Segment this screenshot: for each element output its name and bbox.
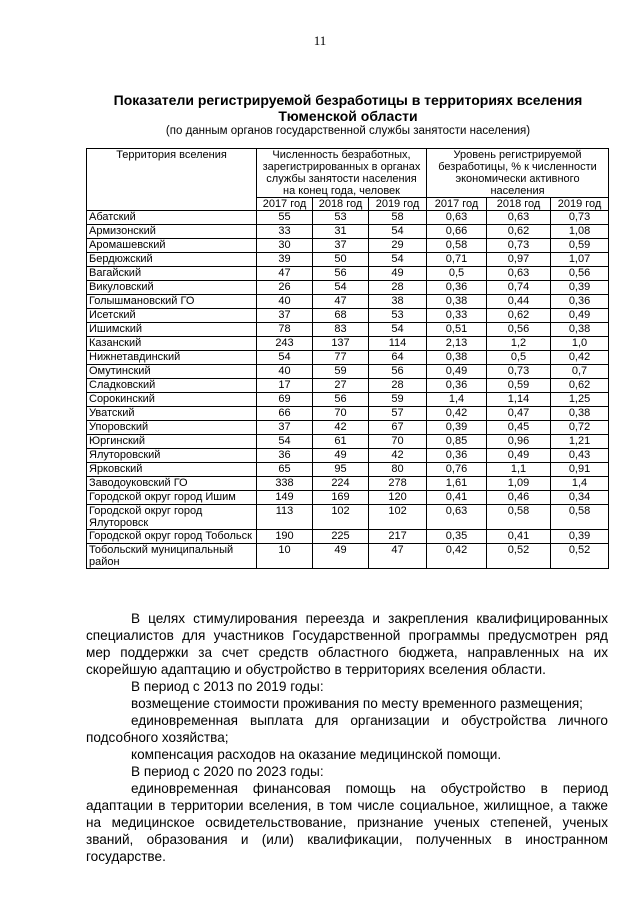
rate-cell: 0,73 xyxy=(487,365,551,379)
count-cell: 120 xyxy=(369,491,427,505)
header-year-rate: 2019 год xyxy=(551,198,609,211)
rate-cell: 0,43 xyxy=(551,449,609,463)
rate-cell: 0,44 xyxy=(487,295,551,309)
count-cell: 31 xyxy=(313,225,369,239)
rate-cell: 0,51 xyxy=(427,323,487,337)
count-cell: 58 xyxy=(369,211,427,225)
count-cell: 54 xyxy=(369,253,427,267)
rate-cell: 0,39 xyxy=(427,421,487,435)
header-year-rate: 2018 год xyxy=(487,198,551,211)
rate-cell: 0,5 xyxy=(427,267,487,281)
count-cell: 243 xyxy=(257,337,313,351)
rate-cell: 0,63 xyxy=(487,267,551,281)
count-cell: 77 xyxy=(313,351,369,365)
count-cell: 10 xyxy=(257,544,313,569)
table-row xyxy=(87,505,609,530)
rate-cell: 0,63 xyxy=(427,505,487,530)
count-cell: 83 xyxy=(313,323,369,337)
rate-cell: 0,36 xyxy=(427,281,487,295)
count-cell: 64 xyxy=(369,351,427,365)
table-row xyxy=(87,323,609,337)
count-cell: 36 xyxy=(257,449,313,463)
count-cell: 102 xyxy=(369,505,427,530)
rate-cell: 0,76 xyxy=(427,463,487,477)
territory-cell: Сорокинский xyxy=(87,393,257,407)
count-cell: 149 xyxy=(257,491,313,505)
rate-cell: 0,36 xyxy=(427,449,487,463)
count-cell: 50 xyxy=(313,253,369,267)
table-row xyxy=(87,421,609,435)
table-row xyxy=(87,435,609,449)
page-number: 11 xyxy=(313,33,327,48)
rate-cell: 0,62 xyxy=(551,379,609,393)
table-row xyxy=(87,337,609,351)
header-year-count: 2017 год xyxy=(257,198,313,211)
count-cell: 59 xyxy=(313,365,369,379)
table-row xyxy=(87,267,609,281)
count-cell: 102 xyxy=(313,505,369,530)
territory-cell: Городской округ город Ялуторовск xyxy=(87,505,257,530)
rate-cell: 0,38 xyxy=(427,295,487,309)
count-cell: 33 xyxy=(257,225,313,239)
rate-cell: 0,62 xyxy=(487,225,551,239)
list-item: единовременная финансовая помощь на обустройство в период адаптации в территории вселения, в том числе социальное, жилищное, а также на медицинское освидетельствование, признание ученых степеней, ученых званий, образования и (или) квалификации, полученных в иностранном государстве. xyxy=(86,781,608,864)
table-row xyxy=(87,449,609,463)
rate-cell: 0,41 xyxy=(487,530,551,544)
count-cell: 95 xyxy=(313,463,369,477)
count-cell: 224 xyxy=(313,477,369,491)
count-cell: 28 xyxy=(369,281,427,295)
territory-cell: Ялуторовский xyxy=(87,449,257,463)
territory-cell: Армизонский xyxy=(87,225,257,239)
count-cell: 70 xyxy=(313,407,369,421)
rate-cell: 0,56 xyxy=(551,267,609,281)
count-cell: 53 xyxy=(369,309,427,323)
paragraph: В период с 2020 по 2023 годы: xyxy=(131,764,324,779)
territory-cell: Ишимский xyxy=(87,323,257,337)
count-cell: 39 xyxy=(257,253,313,267)
count-cell: 37 xyxy=(257,421,313,435)
count-cell: 56 xyxy=(313,267,369,281)
list-item: возмещение стоимости проживания по месту временного размещения; xyxy=(131,696,583,711)
table-row xyxy=(87,309,609,323)
territory-cell: Упоровский xyxy=(87,421,257,435)
unemployment-table xyxy=(86,148,609,569)
rate-cell: 0,42 xyxy=(427,407,487,421)
count-cell: 190 xyxy=(257,530,313,544)
table-row xyxy=(87,530,609,544)
header-year-count: 2019 год xyxy=(369,198,427,211)
count-cell: 28 xyxy=(369,379,427,393)
territory-cell: Заводоуковский ГО xyxy=(87,477,257,491)
count-cell: 55 xyxy=(257,211,313,225)
territory-cell: Юргинский xyxy=(87,435,257,449)
territory-cell: Уватский xyxy=(87,407,257,421)
rate-cell: 0,36 xyxy=(427,379,487,393)
rate-cell: 0,63 xyxy=(427,211,487,225)
territory-cell: Городской округ город Тобольск xyxy=(87,530,257,544)
territory-cell: Бердюжский xyxy=(87,253,257,267)
header-unemployed: Численность безработных, зарегистрированных в органах службы занятости населения на конец года, человек xyxy=(257,149,427,198)
count-cell: 47 xyxy=(369,544,427,569)
table-row xyxy=(87,239,609,253)
rate-cell: 0,85 xyxy=(427,435,487,449)
table-row xyxy=(87,477,609,491)
count-cell: 49 xyxy=(313,544,369,569)
rate-cell: 0,91 xyxy=(551,463,609,477)
paragraph: В целях стимулирования переезда и закрепления квалифицированных специалистов для участников Государственной программы предусмотрен ряд мер поддержки за счет средств областного бюджета, направленных на их скорейшую адаптацию и обустройство в территориях вселения области. xyxy=(86,611,608,677)
count-cell: 54 xyxy=(369,323,427,337)
header-year-count: 2018 год xyxy=(313,198,369,211)
count-cell: 54 xyxy=(369,225,427,239)
rate-cell: 0,49 xyxy=(551,309,609,323)
territory-cell: Исетский xyxy=(87,309,257,323)
rate-cell: 0,38 xyxy=(551,407,609,421)
table-title: Показатели регистрируемой безработицы в территориях вселения Тюменской области xyxy=(113,92,583,124)
territory-cell: Ярковский xyxy=(87,463,257,477)
territory-cell: Голышмановский ГО xyxy=(87,295,257,309)
rate-cell: 0,73 xyxy=(551,211,609,225)
count-cell: 54 xyxy=(257,435,313,449)
count-cell: 169 xyxy=(313,491,369,505)
rate-cell: 1,21 xyxy=(551,435,609,449)
rate-cell: 0,34 xyxy=(551,491,609,505)
territory-cell: Вагайский xyxy=(87,267,257,281)
paragraph: В период с 2013 по 2019 годы: xyxy=(131,679,324,694)
count-cell: 47 xyxy=(257,267,313,281)
table-subtitle: (по данным органов государственной службы занятости населения) xyxy=(165,125,531,137)
rate-cell: 0,39 xyxy=(551,530,609,544)
count-cell: 37 xyxy=(313,239,369,253)
rate-cell: 0,46 xyxy=(487,491,551,505)
territory-cell: Аромашевский xyxy=(87,239,257,253)
header-year-rate: 2017 год xyxy=(427,198,487,211)
rate-cell: 0,45 xyxy=(487,421,551,435)
table-row xyxy=(87,253,609,267)
count-cell: 42 xyxy=(313,421,369,435)
rate-cell: 0,33 xyxy=(427,309,487,323)
count-cell: 217 xyxy=(369,530,427,544)
rate-cell: 1,4 xyxy=(427,393,487,407)
rate-cell: 0,7 xyxy=(551,365,609,379)
body-text xyxy=(86,610,608,865)
count-cell: 37 xyxy=(257,309,313,323)
rate-cell: 0,52 xyxy=(551,544,609,569)
header-rate: Уровень регистрируемой безработицы, % к численности экономически активного населения xyxy=(427,149,609,198)
count-cell: 54 xyxy=(257,351,313,365)
rate-cell: 1,14 xyxy=(487,393,551,407)
territory-cell: Тобольский муниципальный район xyxy=(87,544,257,569)
count-cell: 40 xyxy=(257,365,313,379)
count-cell: 47 xyxy=(313,295,369,309)
count-cell: 114 xyxy=(369,337,427,351)
rate-cell: 0,35 xyxy=(427,530,487,544)
table-row xyxy=(87,407,609,421)
table-row xyxy=(87,281,609,295)
rate-cell: 0,49 xyxy=(487,449,551,463)
count-cell: 113 xyxy=(257,505,313,530)
rate-cell: 1,08 xyxy=(551,225,609,239)
rate-cell: 0,58 xyxy=(487,505,551,530)
rate-cell: 0,66 xyxy=(427,225,487,239)
rate-cell: 0,63 xyxy=(487,211,551,225)
table-row xyxy=(87,463,609,477)
rate-cell: 2,13 xyxy=(427,337,487,351)
rate-cell: 0,47 xyxy=(487,407,551,421)
count-cell: 69 xyxy=(257,393,313,407)
table-row xyxy=(87,295,609,309)
count-cell: 70 xyxy=(369,435,427,449)
rate-cell: 0,59 xyxy=(487,379,551,393)
territory-cell: Викуловский xyxy=(87,281,257,295)
table-row xyxy=(87,379,609,393)
rate-cell: 0,38 xyxy=(427,351,487,365)
count-cell: 49 xyxy=(313,449,369,463)
rate-cell: 0,52 xyxy=(487,544,551,569)
rate-cell: 0,74 xyxy=(487,281,551,295)
count-cell: 61 xyxy=(313,435,369,449)
rate-cell: 1,0 xyxy=(551,337,609,351)
rate-cell: 0,73 xyxy=(487,239,551,253)
count-cell: 338 xyxy=(257,477,313,491)
rate-cell: 0,72 xyxy=(551,421,609,435)
count-cell: 17 xyxy=(257,379,313,393)
count-cell: 68 xyxy=(313,309,369,323)
list-item: компенсация расходов на оказание медицинской помощи. xyxy=(131,747,502,762)
table-row xyxy=(87,544,609,569)
count-cell: 57 xyxy=(369,407,427,421)
rate-cell: 0,62 xyxy=(487,309,551,323)
rate-cell: 0,56 xyxy=(487,323,551,337)
count-cell: 56 xyxy=(313,393,369,407)
rate-cell: 1,09 xyxy=(487,477,551,491)
count-cell: 26 xyxy=(257,281,313,295)
rate-cell: 1,07 xyxy=(551,253,609,267)
rate-cell: 0,59 xyxy=(551,239,609,253)
territory-cell: Казанский xyxy=(87,337,257,351)
count-cell: 29 xyxy=(369,239,427,253)
rate-cell: 0,36 xyxy=(551,295,609,309)
rate-cell: 1,4 xyxy=(551,477,609,491)
rate-cell: 0,38 xyxy=(551,323,609,337)
count-cell: 59 xyxy=(369,393,427,407)
table-row xyxy=(87,351,609,365)
rate-cell: 0,5 xyxy=(487,351,551,365)
rate-cell: 0,49 xyxy=(427,365,487,379)
table-row xyxy=(87,225,609,239)
count-cell: 137 xyxy=(313,337,369,351)
list-item: единовременная выплата для организации и обустройства личного подсобного хозяйства; xyxy=(86,713,608,745)
count-cell: 278 xyxy=(369,477,427,491)
count-cell: 65 xyxy=(257,463,313,477)
table-row xyxy=(87,365,609,379)
header-territory: Территория вселения xyxy=(87,149,257,211)
rate-cell: 0,42 xyxy=(427,544,487,569)
table-row xyxy=(87,393,609,407)
count-cell: 80 xyxy=(369,463,427,477)
rate-cell: 0,42 xyxy=(551,351,609,365)
rate-cell: 1,61 xyxy=(427,477,487,491)
count-cell: 67 xyxy=(369,421,427,435)
territory-cell: Нижнетавдинский xyxy=(87,351,257,365)
count-cell: 40 xyxy=(257,295,313,309)
rate-cell: 0,71 xyxy=(427,253,487,267)
count-cell: 225 xyxy=(313,530,369,544)
count-cell: 56 xyxy=(369,365,427,379)
territory-cell: Городской округ город Ишим xyxy=(87,491,257,505)
rate-cell: 1,1 xyxy=(487,463,551,477)
rate-cell: 0,97 xyxy=(487,253,551,267)
table-body xyxy=(87,211,609,569)
rate-cell: 1,2 xyxy=(487,337,551,351)
rate-cell: 0,58 xyxy=(551,505,609,530)
rate-cell: 0,96 xyxy=(487,435,551,449)
rate-cell: 0,39 xyxy=(551,281,609,295)
count-cell: 53 xyxy=(313,211,369,225)
rate-cell: 0,58 xyxy=(427,239,487,253)
table-row xyxy=(87,491,609,505)
rate-cell: 1,25 xyxy=(551,393,609,407)
count-cell: 66 xyxy=(257,407,313,421)
territory-cell: Омутинский xyxy=(87,365,257,379)
count-cell: 42 xyxy=(369,449,427,463)
rate-cell: 0,41 xyxy=(427,491,487,505)
territory-cell: Сладковский xyxy=(87,379,257,393)
table-row xyxy=(87,211,609,225)
count-cell: 78 xyxy=(257,323,313,337)
count-cell: 30 xyxy=(257,239,313,253)
count-cell: 38 xyxy=(369,295,427,309)
territory-cell: Абатский xyxy=(87,211,257,225)
count-cell: 49 xyxy=(369,267,427,281)
count-cell: 27 xyxy=(313,379,369,393)
count-cell: 54 xyxy=(313,281,369,295)
